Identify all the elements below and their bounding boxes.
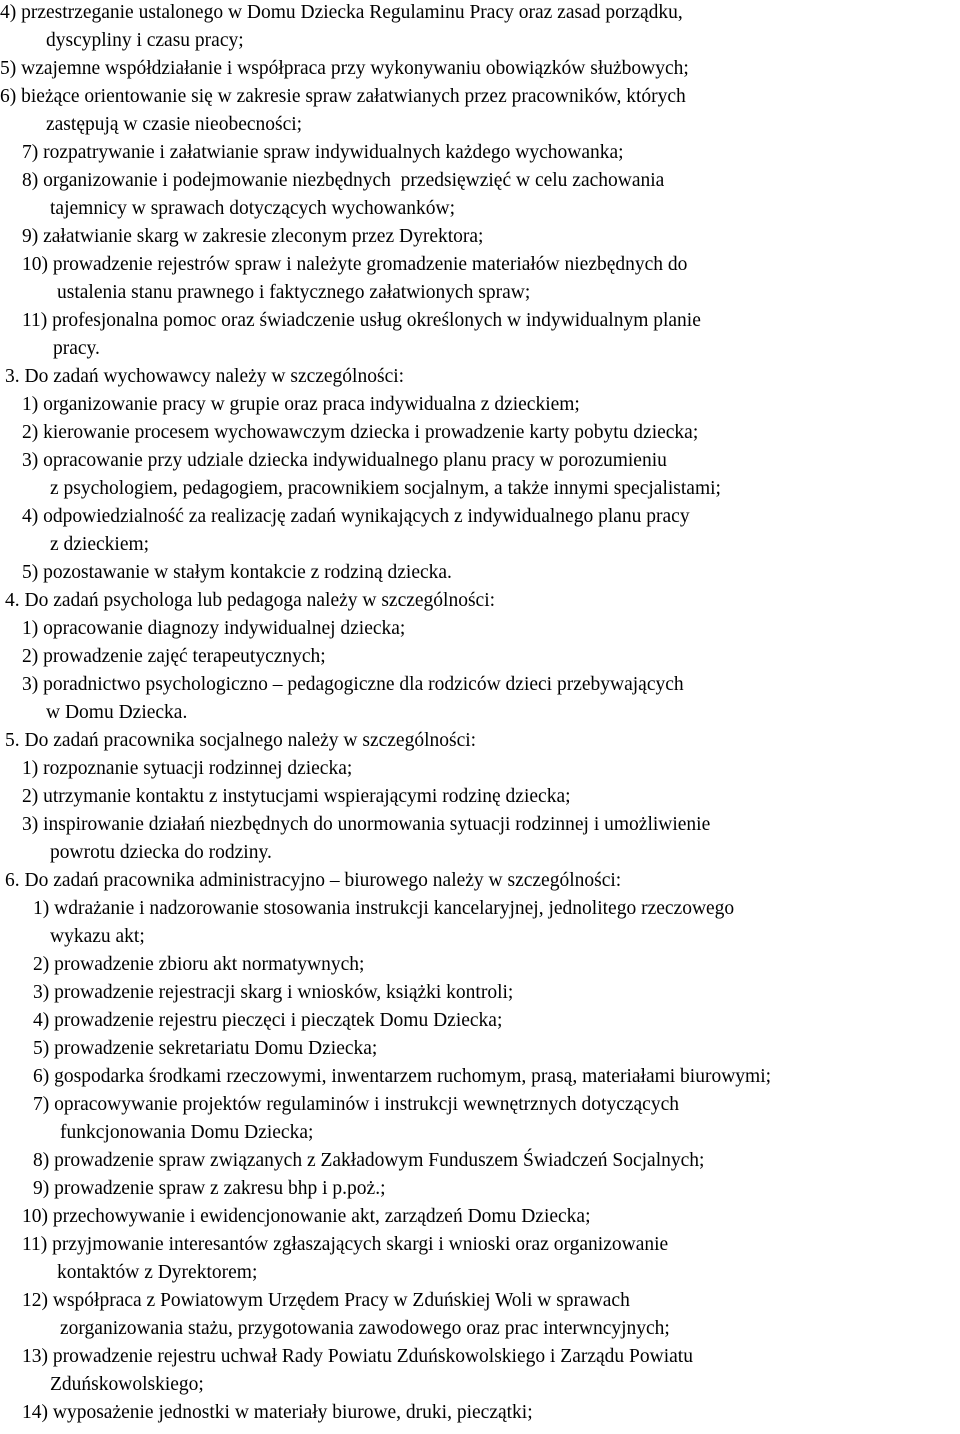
text-line: 5) prowadzenie sekretariatu Domu Dziecka;: [33, 1038, 378, 1059]
text-line: w Domu Dziecka.: [46, 702, 188, 723]
section-heading: 3. Do zadań wychowawcy należy w szczególności:: [5, 366, 405, 387]
text-line: tajemnicy w sprawach dotyczących wychowanków;: [50, 198, 456, 219]
text-line: 3) opracowanie przy udziale dziecka indywidualnego planu pracy w porozumieniu: [22, 450, 667, 471]
section-heading: 6. Do zadań pracownika administracyjno – biurowego należy w szczególności:: [5, 870, 622, 891]
text-line: 3) poradnictwo psychologiczno – pedagogiczne dla rodziców dzieci przebywających: [22, 674, 684, 695]
section-heading: 5. Do zadań pracownika socjalnego należy w szczególności:: [5, 730, 477, 751]
text-line: powrotu dziecka do rodziny.: [50, 842, 272, 863]
text-line: 5) wzajemne współdziałanie i współpraca przy wykonywaniu obowiązków służbowych;: [0, 58, 689, 79]
text-line: 1) opracowanie diagnozy indywidualnej dziecka;: [22, 618, 406, 639]
text-line: 8) organizowanie i podejmowanie niezbędnych przedsięwzięć w celu zachowania: [22, 170, 665, 191]
text-line: 1) rozpoznanie sytuacji rodzinnej dziecka;: [22, 758, 353, 779]
text-line: 7) rozpatrywanie i załatwianie spraw indywidualnych każdego wychowanka;: [22, 142, 624, 163]
text-line: 6) gospodarka środkami rzeczowymi, inwentarzem ruchomym, prasą, materiałami biurowymi;: [33, 1066, 772, 1087]
text-line: 3) prowadzenie rejestracji skarg i wniosków, książki kontroli;: [33, 982, 514, 1003]
text-line: 9) załatwianie skarg w zakresie zleconym przez Dyrektora;: [22, 226, 484, 247]
text-line: z dzieckiem;: [50, 534, 150, 555]
text-line: 5) pozostawanie w stałym kontakcie z rodziną dziecka.: [22, 562, 452, 583]
text-line: zorganizowania stażu, przygotowania zawodowego oraz prac interwncyjnych;: [60, 1318, 670, 1339]
text-line: 1) wdrażanie i nadzorowanie stosowania instrukcji kancelaryjnej, jednolitego rzeczowego: [33, 898, 735, 919]
text-line: 6) bieżące orientowanie się w zakresie spraw załatwianych przez pracowników, których: [0, 86, 686, 107]
text-line: 2) kierowanie procesem wychowawczym dziecka i prowadzenie karty pobytu dziecka;: [22, 422, 699, 443]
text-line: kontaktów z Dyrektorem;: [57, 1262, 258, 1283]
text-line: 8) prowadzenie spraw związanych z Zakładowym Funduszem Świadczeń Socjalnych;: [33, 1150, 705, 1171]
text-line: zastępują w czasie nieobecności;: [46, 114, 303, 135]
text-line: 7) opracowywanie projektów regulaminów i instrukcji wewnętrznych dotyczących: [33, 1094, 679, 1115]
text-line: 12) współpraca z Powiatowym Urzędem Pracy w Zduńskiej Woli w sprawach: [22, 1290, 630, 1311]
text-line: pracy.: [53, 338, 100, 359]
text-line: dyscypliny i czasu pracy;: [46, 30, 244, 51]
text-line: 13) prowadzenie rejestru uchwał Rady Powiatu Zduńskowolskiego i Zarządu Powiatu: [22, 1346, 693, 1367]
text-line: 14) wyposażenie jednostki w materiały biurowe, druki, pieczątki;: [22, 1402, 533, 1423]
text-line: z psychologiem, pedagogiem, pracownikiem socjalnym, a także innymi specjalistami;: [50, 478, 721, 499]
text-line: 4) prowadzenie rejestru pieczęci i pieczątek Domu Dziecka;: [33, 1010, 503, 1031]
text-line: ustalenia stanu prawnego i faktycznego załatwionych spraw;: [57, 282, 531, 303]
text-line: Zduńskowolskiego;: [50, 1374, 204, 1395]
text-line: 4) odpowiedzialność za realizację zadań wynikających z indywidualnego planu pracy: [22, 506, 690, 527]
text-line: 1) organizowanie pracy w grupie oraz praca indywidualna z dzieckiem;: [22, 394, 580, 415]
text-line: 3) inspirowanie działań niezbędnych do unormowania sytuacji rodzinnej i umożliwienie: [22, 814, 711, 835]
text-line: 9) prowadzenie spraw z zakresu bhp i p.poż.;: [33, 1178, 386, 1199]
text-line: 11) profesjonalna pomoc oraz świadczenie usług określonych w indywidualnym planie: [22, 310, 701, 331]
text-line: 2) utrzymanie kontaktu z instytucjami wspierającymi rodzinę dziecka;: [22, 786, 571, 807]
text-line: 2) prowadzenie zbioru akt normatywnych;: [33, 954, 365, 975]
text-line: 4) przestrzeganie ustalonego w Domu Dziecka Regulaminu Pracy oraz zasad porządku,: [0, 2, 683, 23]
text-line: 10) przechowywanie i ewidencjonowanie akt, zarządzeń Domu Dziecka;: [22, 1206, 591, 1227]
text-line: funkcjonowania Domu Dziecka;: [60, 1122, 314, 1143]
text-line: 2) prowadzenie zajęć terapeutycznych;: [22, 646, 326, 667]
text-line: wykazu akt;: [50, 926, 145, 947]
text-line: 10) prowadzenie rejestrów spraw i należyte gromadzenie materiałów niezbędnych do: [22, 254, 688, 275]
text-line: 11) przyjmowanie interesantów zgłaszających skargi i wnioski oraz organizowanie: [22, 1234, 669, 1255]
section-heading: 4. Do zadań psychologa lub pedagoga należy w szczególności:: [5, 590, 496, 611]
